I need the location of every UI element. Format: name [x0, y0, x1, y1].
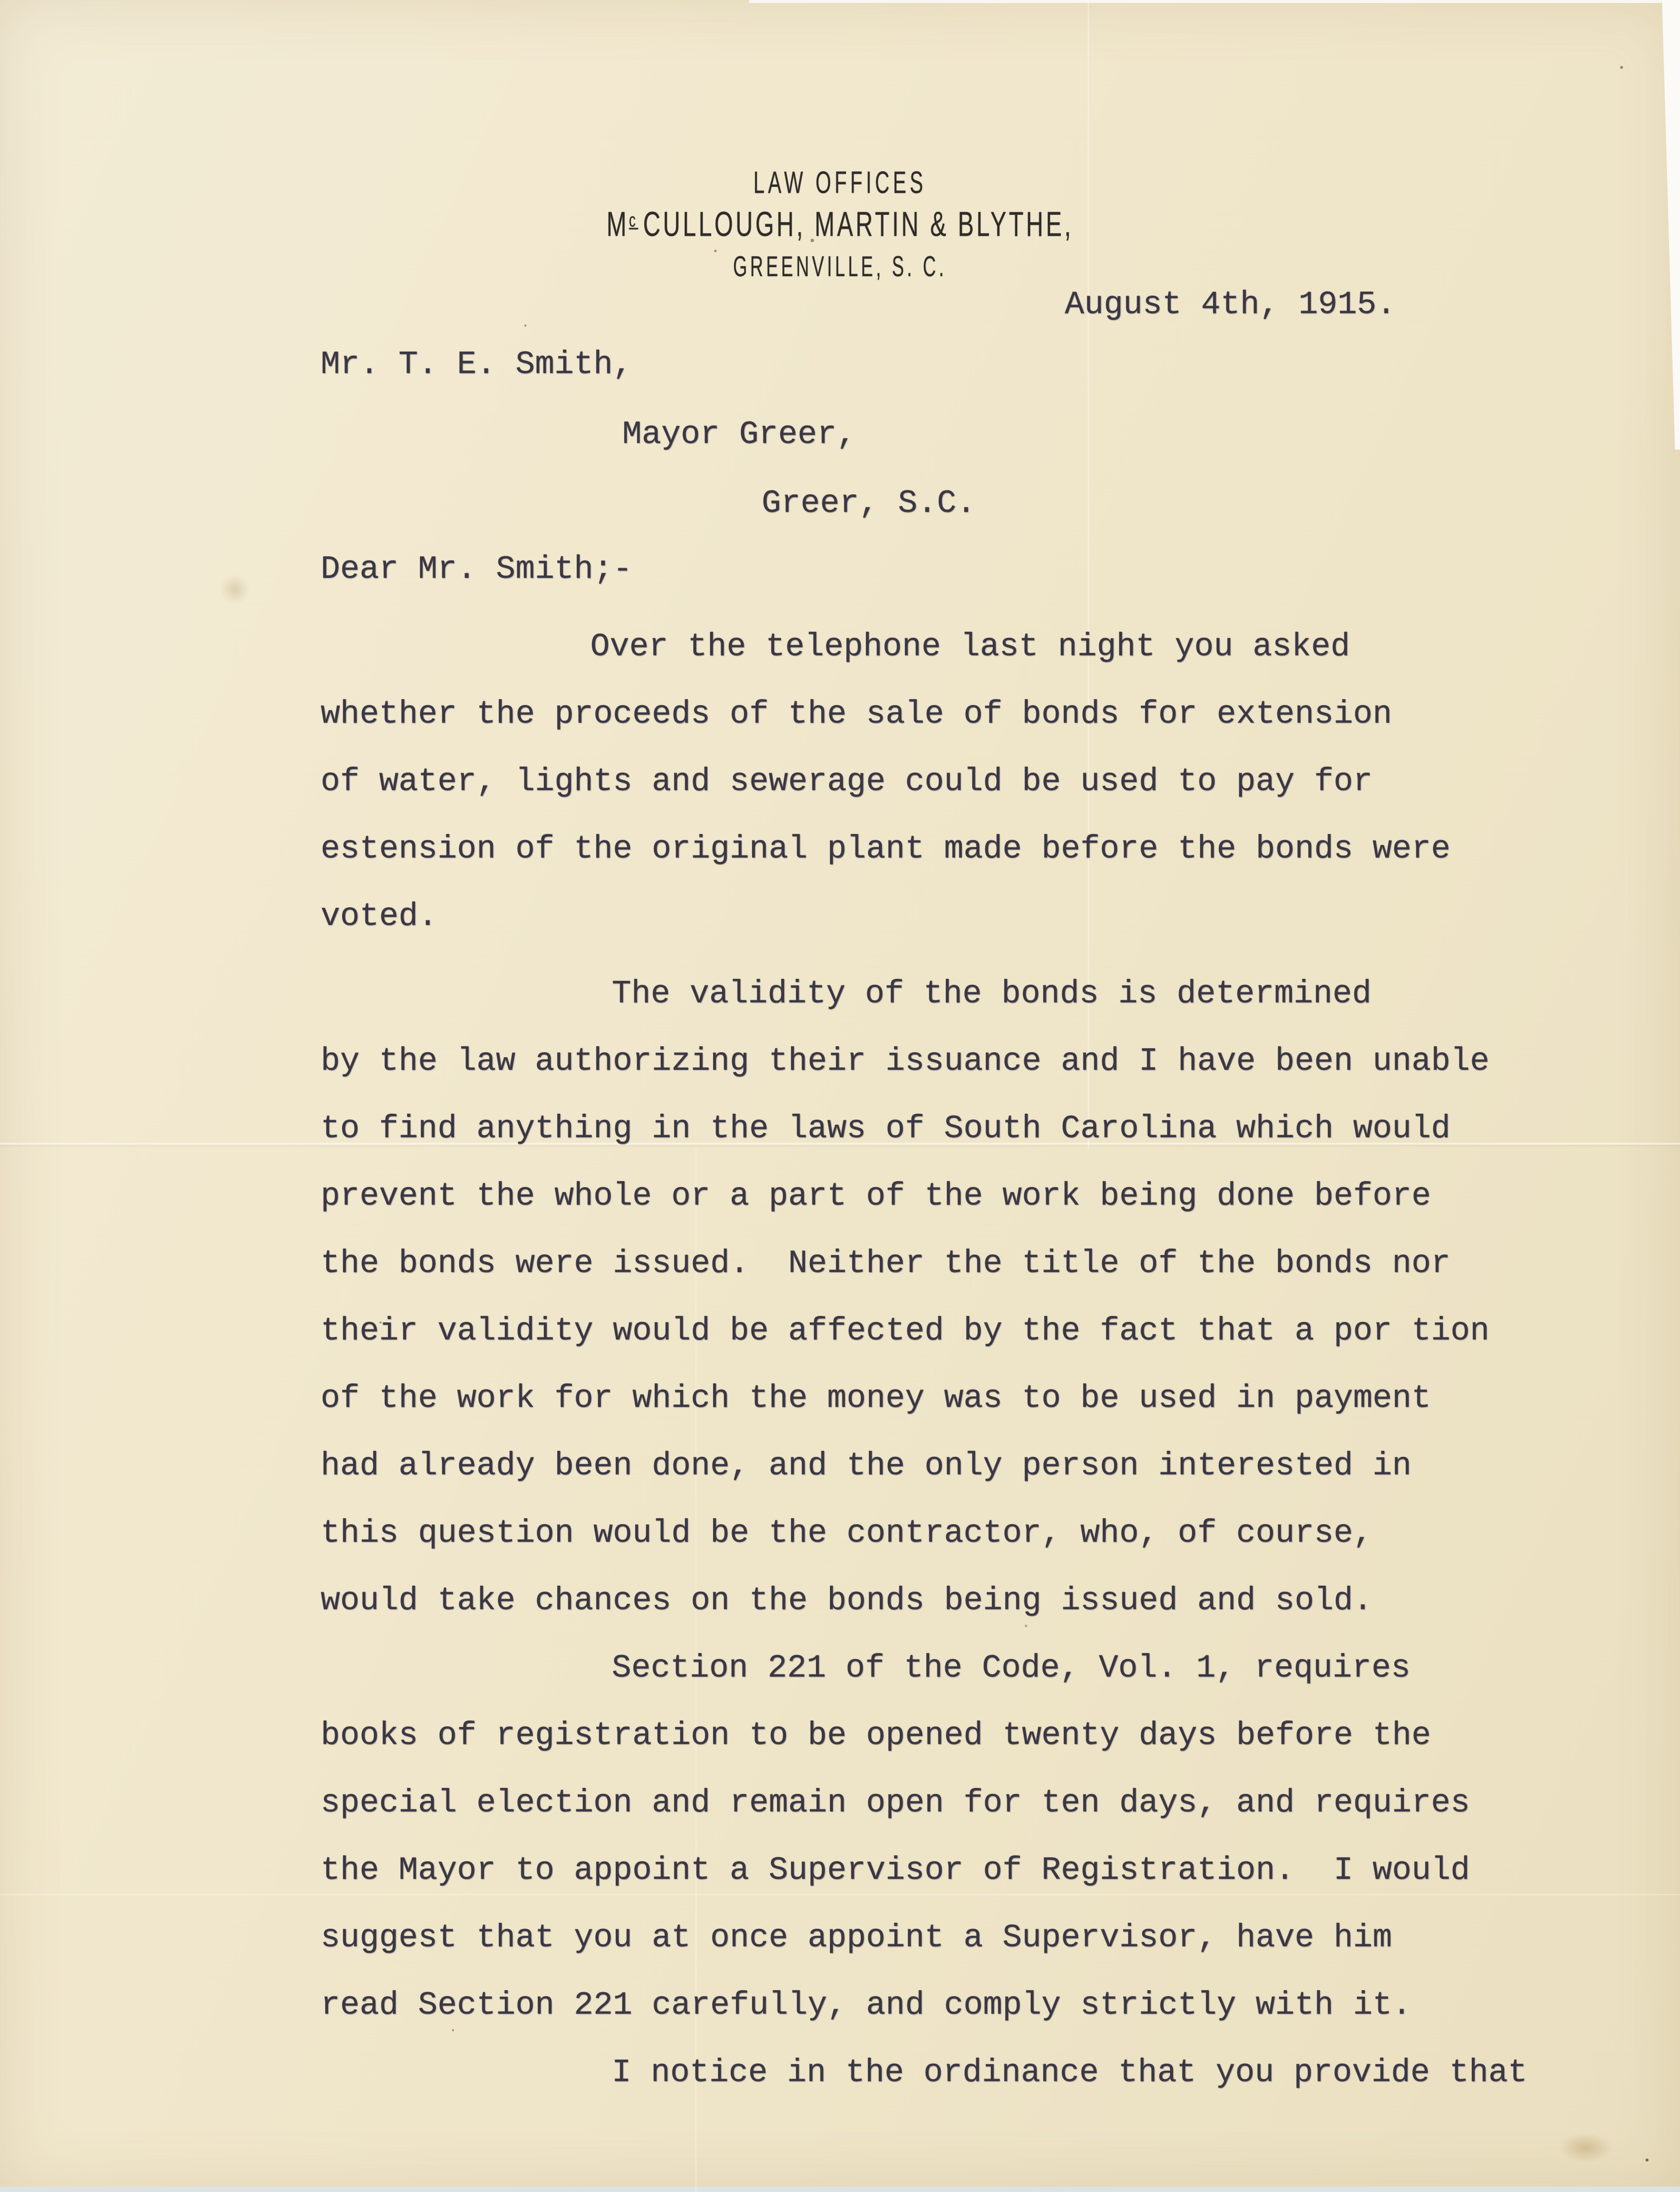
firm-name-rest: CULLOUGH, MARTIN & BLYTHE, — [643, 205, 1074, 244]
body-line: had already been done, and the only person interested in — [321, 1447, 1412, 1484]
body-line: Over the telephone last night you asked — [590, 628, 1350, 665]
body-line: prevent the whole or a part of the work being done before — [321, 1178, 1431, 1215]
letterhead-firm-text — [607, 205, 1074, 245]
body-line: the bonds were issued. Neither the title of the bonds nor — [321, 1245, 1451, 1282]
firm-mc-prefix: M — [606, 205, 629, 244]
body-line: would take chances on the bonds being issued and sold. — [321, 1582, 1373, 1619]
body-line: estension of the original plant made before the bonds were — [321, 831, 1451, 868]
body-line: this question would be the contractor, who, of course, — [321, 1515, 1373, 1552]
firm-mc-superscript: c — [629, 209, 638, 231]
recipient-name: Mr. T. E. Smith, — [321, 346, 633, 383]
paper-stain — [220, 574, 250, 604]
body-line: whether the proceeds of the sale of bonds for extension — [321, 696, 1392, 733]
scan-edge-bottom — [0, 2187, 1680, 2192]
letterhead-city-line — [0, 250, 1680, 283]
body-line: of water, lights and sewerage could be used to pay for — [321, 763, 1373, 800]
body-line: Section 221 of the Code, Vol. 1, requires — [612, 1650, 1411, 1687]
body-line: special election and remain open for ten days, and requires — [321, 1784, 1470, 1821]
recipient-city: Greer, S.C. — [762, 485, 976, 522]
body-line: suggest that you at once appoint a Supervisor, have him — [321, 1919, 1392, 1956]
body-line: to find anything in the laws of South Carolina which would — [321, 1110, 1451, 1147]
letterhead-city-text: GREENVILLE, S. C. — [733, 250, 947, 283]
letterhead-office-text: LAW OFFICES — [753, 166, 927, 200]
paper-stain — [1558, 2133, 1613, 2163]
letterhead-firm-line — [0, 205, 1680, 244]
body-line: of the work for which the money was to be used in payment — [321, 1380, 1431, 1417]
body-line: The validity of the bonds is determined — [612, 975, 1372, 1012]
body-line: by the law authorizing their issuance and I have been unable — [321, 1043, 1490, 1080]
letter-body — [321, 613, 1599, 2107]
paper-speck — [1646, 2159, 1649, 2162]
body-paragraph — [321, 1635, 1599, 2039]
paper-speck — [524, 325, 526, 327]
body-line: their validity would be affected by the fact that a por tion — [321, 1313, 1490, 1349]
paper-speck — [1620, 66, 1623, 69]
body-line: books of registration to be opened twenty days before the — [321, 1717, 1431, 1754]
body-paragraph — [321, 613, 1599, 950]
body-line: voted. — [321, 898, 438, 935]
body-paragraph — [321, 2039, 1599, 2107]
scan-edge-top — [749, 0, 1666, 3]
body-line: the Mayor to appoint a Supervisor of Registration. I would — [321, 1852, 1470, 1889]
recipient-title: Mayor Greer, — [622, 416, 856, 453]
salutation: Dear Mr. Smith;- — [321, 551, 633, 588]
body-line: read Section 221 carefully, and comply strictly with it. — [321, 1987, 1412, 2024]
letterhead-office-line — [0, 166, 1680, 200]
body-line: I notice in the ordinance that you provide that — [612, 2054, 1528, 2091]
body-paragraph — [321, 960, 1599, 1635]
date-line: August 4th, 1915. — [1065, 286, 1396, 323]
